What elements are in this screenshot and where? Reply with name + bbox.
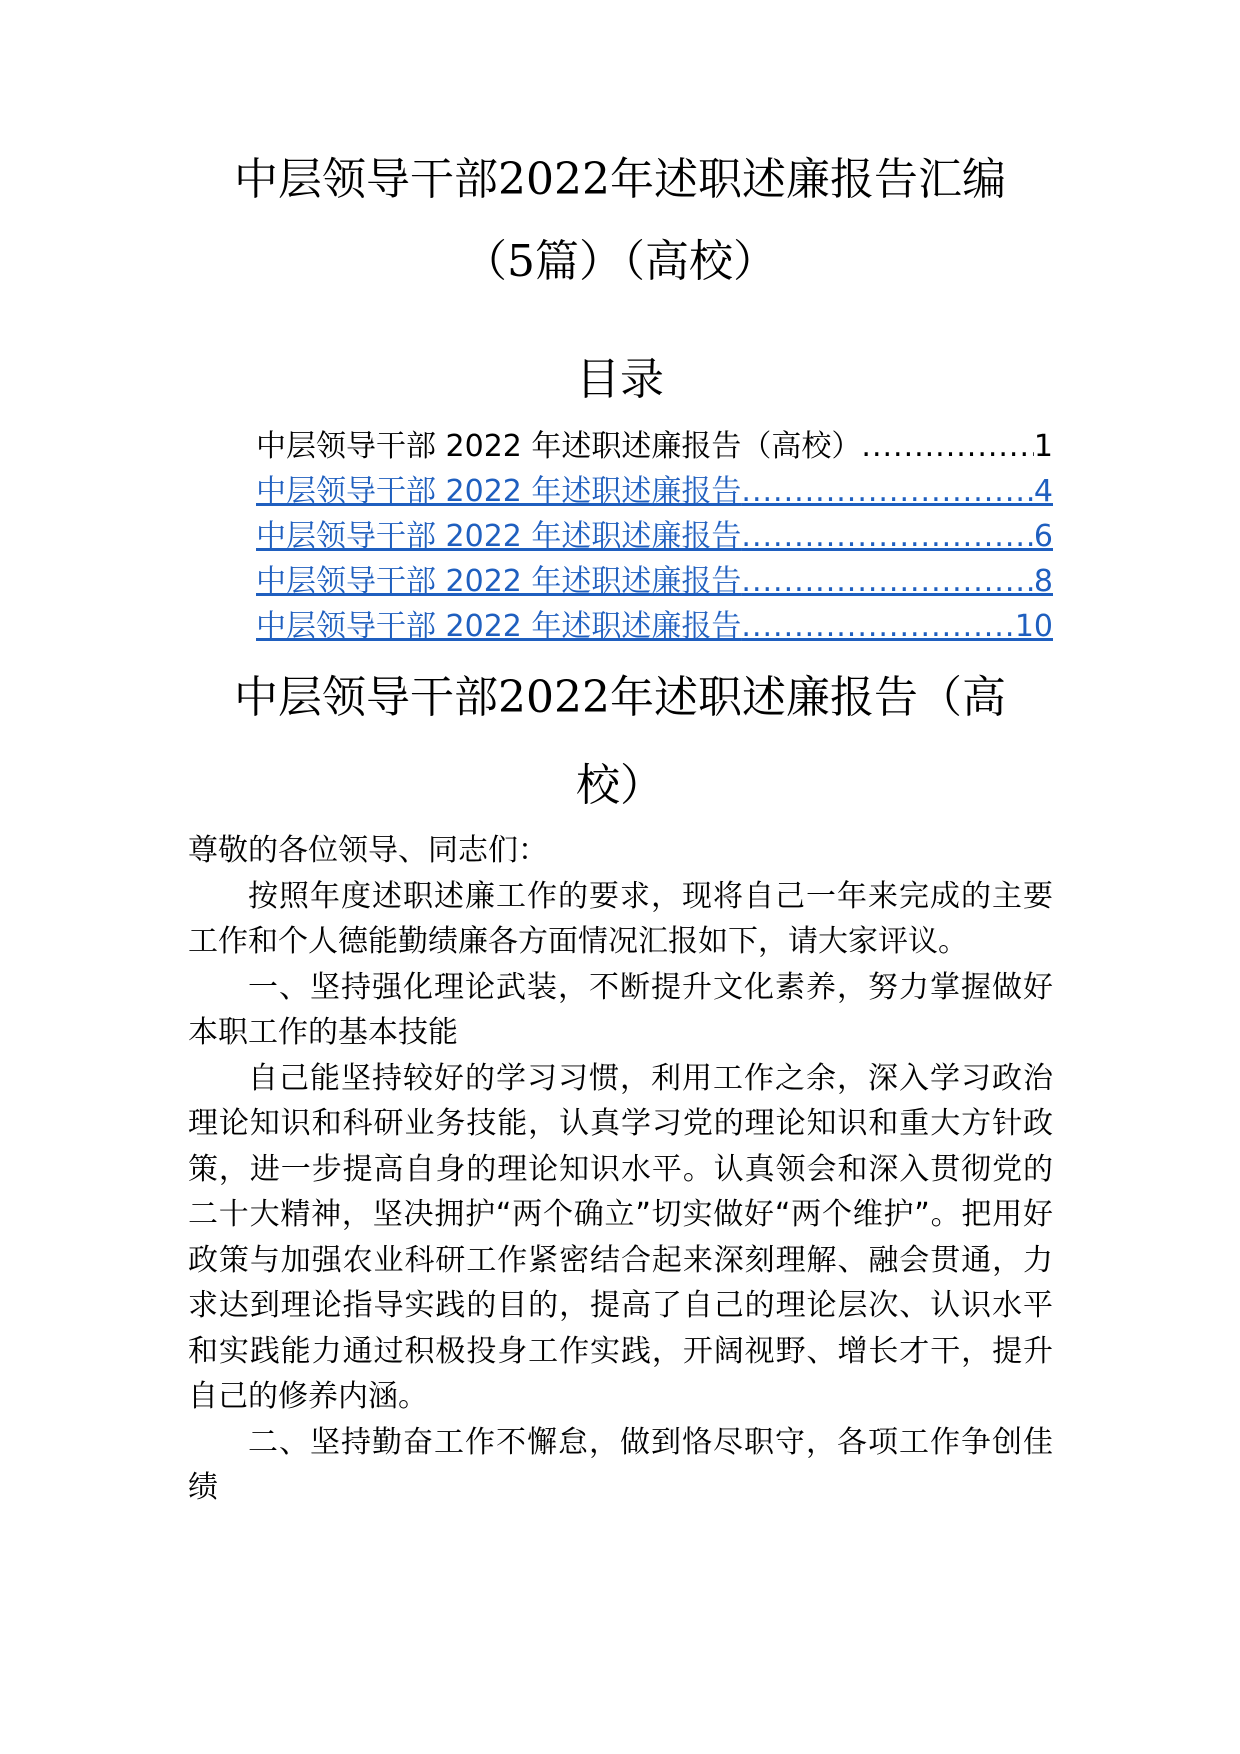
toc-heading: 目录 [576, 354, 664, 405]
report-title-text: 年述职述廉报告（高 [609, 672, 1006, 723]
title-year: 2022 [498, 154, 610, 205]
compilation-title-line-2 [0, 234, 1240, 290]
report-title-line-2: 校） [576, 760, 664, 811]
toc-entry-link[interactable] [256, 472, 1053, 512]
toc-entry-page: 6 [1033, 519, 1053, 554]
report-title-text: 中层领导干部 [234, 672, 498, 723]
toc-leader-dots [741, 562, 1033, 602]
title-text: 年述职述廉报告汇编 [609, 154, 1006, 205]
title-count: 5 [507, 236, 535, 287]
title-text: 篇）（高校） [535, 236, 777, 287]
toc-entry-title: 中层领导干部 2022 年述职述廉报告 [256, 609, 742, 644]
toc-leader-dots [741, 472, 1033, 512]
title-text: 中层领导干部 [234, 154, 498, 205]
toc-entry-page: 10 [1014, 609, 1053, 644]
report-title-line-1 [0, 670, 1240, 726]
toc-entry-page: 8 [1033, 564, 1053, 599]
toc-entry-title: 中层领导干部 2022 年述职述廉报告（高校） [256, 429, 862, 464]
salutation: 尊敬的各位领导、同志们： [188, 833, 548, 868]
toc-entry-title: 中层领导干部 2022 年述职述廉报告 [256, 519, 742, 554]
report-body [188, 828, 1053, 1511]
toc-entry-page: 4 [1033, 474, 1053, 509]
report-title-year: 2022 [498, 672, 610, 723]
toc-entry-page: 1 [1033, 429, 1053, 464]
toc-leader-dots [861, 427, 1033, 467]
compilation-title-line-1 [0, 152, 1240, 208]
title-text: （ [463, 236, 507, 287]
toc-entry-link[interactable] [256, 607, 1053, 647]
paragraph: 自己能坚持较好的学习习惯，利用工作之余，深入学习政治理论知识和科研业务技能，认真学习党的理论知识和重大方针政策，进一步提高自身的理论知识水平。认真领会和深入贯彻党的二十大精神，坚决拥护“两个确立”切实做好“两个维护”。把用好政策与加强农业科研工作紧密结合起来深刻理解、融会贯通，力求达到理论指导实践的目的，提高了自己的理论层次、认识水平和实践能力通过积极投身工作实践，开阔视野、增长才干，提升自己的修养内涵。 [188, 1060, 1053, 1414]
toc-entry-link[interactable] [256, 517, 1053, 557]
paragraph: 按照年度述职述廉工作的要求，现将自己一年来完成的主要工作和个人德能勤绩廉各方面情况汇报如下，请大家评议。 [188, 878, 1053, 959]
toc-entry-title: 中层领导干部 2022 年述职述廉报告 [256, 564, 742, 599]
section-heading: 二、坚持勤奋工作不懈怠，做到恪尽职守，各项工作争创佳绩 [188, 1424, 1053, 1505]
toc-entry[interactable] [256, 427, 1053, 467]
toc-leader-dots [741, 517, 1033, 557]
toc-entry-title: 中层领导干部 2022 年述职述廉报告 [256, 474, 742, 509]
toc-leader-dots [741, 607, 1014, 647]
section-heading: 一、坚持强化理论武装，不断提升文化素养，努力掌握做好本职工作的基本技能 [188, 969, 1053, 1050]
toc-entry-link[interactable] [256, 562, 1053, 602]
